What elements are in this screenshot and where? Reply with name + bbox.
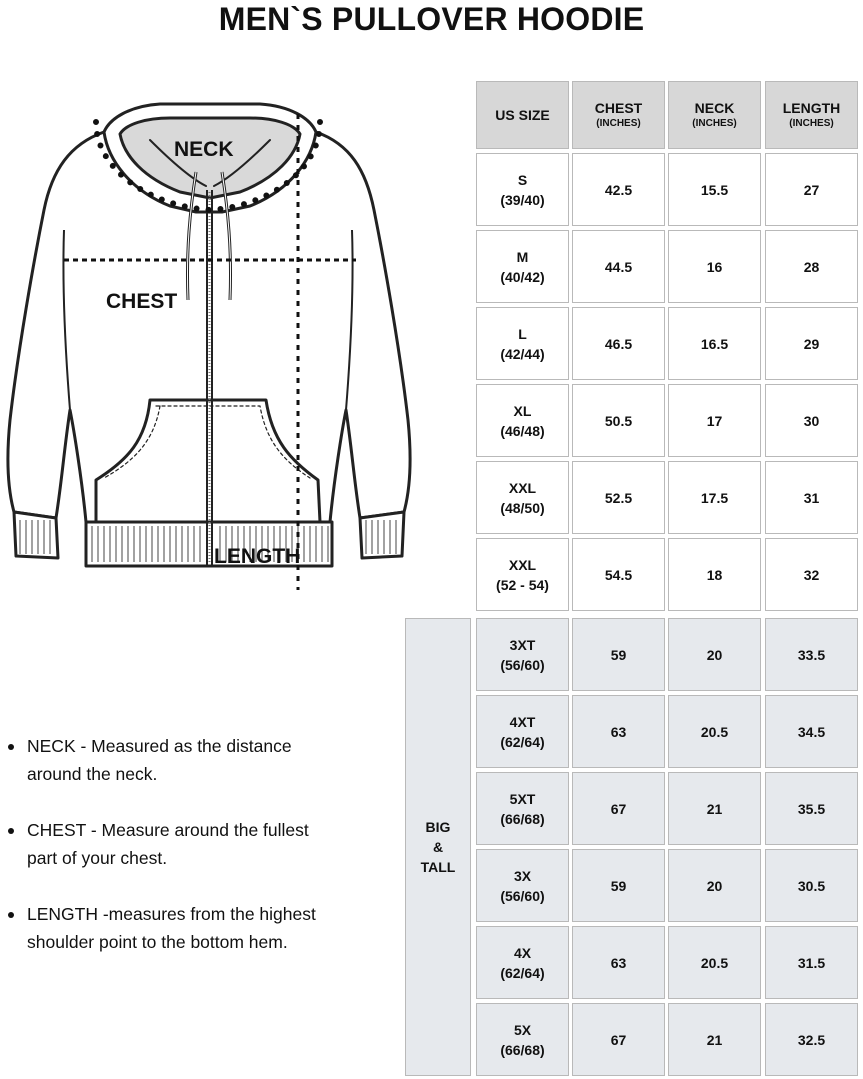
neck-cell [668, 695, 761, 768]
length-label: LENGTH [214, 545, 301, 568]
length-value: 29 [803, 335, 820, 352]
hoodie-diagram [0, 60, 420, 600]
chest-cell [572, 230, 665, 303]
chest-cell [572, 849, 665, 922]
size-name: XL [513, 402, 532, 419]
neck-cell [668, 618, 761, 691]
neck-value: 17 [706, 412, 723, 429]
note-line: shoulder point to the bottom hem. [27, 932, 288, 952]
neck-cell [668, 1003, 761, 1076]
size-eu: (66/68) [500, 1041, 545, 1058]
length-value: 28 [803, 258, 820, 275]
header-label: NECK [694, 100, 735, 116]
length-cell [765, 618, 858, 691]
length-value: 35.5 [797, 800, 826, 817]
measurement-notes [8, 732, 388, 984]
note-line: CHEST - Measure around the fullest [27, 820, 309, 840]
neck-value: 16.5 [700, 335, 729, 352]
table-header-cell [572, 81, 665, 149]
length-value: 27 [803, 181, 820, 198]
note-line: part of your chest. [27, 848, 168, 868]
size-name: 3XT [509, 636, 536, 653]
chest-cell [572, 695, 665, 768]
neck-cell [668, 538, 761, 611]
size-name: M [516, 248, 529, 265]
chest-value: 52.5 [604, 489, 633, 506]
chest-cell [572, 772, 665, 845]
size-eu: (62/64) [500, 964, 545, 981]
chest-cell [572, 926, 665, 999]
chest-value: 63 [610, 954, 627, 971]
chest-value: 50.5 [604, 412, 633, 429]
length-cell [765, 307, 858, 380]
chest-cell [572, 153, 665, 226]
chest-cell [572, 1003, 665, 1076]
neck-cell [668, 230, 761, 303]
neck-value: 20 [706, 646, 723, 663]
size-cell [476, 538, 569, 611]
length-cell [765, 926, 858, 999]
length-note [8, 900, 388, 956]
neck-cell [668, 153, 761, 226]
size-eu: (52 - 54) [496, 576, 549, 593]
neck-value: 18 [706, 566, 723, 583]
note-line: around the neck. [27, 764, 158, 784]
header-label: CHEST [594, 100, 643, 116]
neck-cell [668, 849, 761, 922]
chest-cell [572, 384, 665, 457]
big-tall-label [405, 618, 471, 1076]
neck-value: 15.5 [700, 181, 729, 198]
big-tall-text: BIG [425, 819, 451, 835]
chest-label: CHEST [106, 290, 178, 313]
chest-cell [572, 461, 665, 534]
size-cell [476, 618, 569, 691]
bullet-icon [8, 828, 14, 834]
size-eu: (62/64) [500, 733, 545, 750]
size-name: XXL [508, 479, 537, 496]
neck-value: 20 [706, 877, 723, 894]
neck-note [8, 732, 388, 788]
length-cell [765, 153, 858, 226]
header-unit: (INCHES) [692, 118, 737, 129]
length-cell [765, 772, 858, 845]
header-unit: (INCHES) [789, 118, 834, 129]
table-header-cell [476, 81, 569, 149]
length-value: 32.5 [797, 1031, 826, 1048]
size-name: 5XT [509, 790, 536, 807]
table-header-cell [668, 81, 761, 149]
chest-value: 46.5 [604, 335, 633, 352]
bullet-icon [8, 744, 14, 750]
length-cell [765, 230, 858, 303]
size-cell [476, 384, 569, 457]
length-value: 30.5 [797, 877, 826, 894]
size-name: 3X [513, 867, 532, 884]
neck-cell [668, 384, 761, 457]
length-value: 31.5 [797, 954, 826, 971]
size-eu: (66/68) [500, 810, 545, 827]
length-value: 31 [803, 489, 820, 506]
size-cell [476, 461, 569, 534]
neck-cell [668, 772, 761, 845]
neck-value: 21 [706, 800, 723, 817]
size-name: 4X [513, 944, 532, 961]
size-name: 5X [513, 1021, 532, 1038]
note-line: NECK - Measured as the distance [27, 736, 292, 756]
big-tall-text: & [432, 839, 444, 855]
size-cell [476, 926, 569, 999]
note-line: LENGTH -measures from the highest [27, 904, 316, 924]
length-value: 30 [803, 412, 820, 429]
length-value: 32 [803, 566, 820, 583]
length-cell [765, 538, 858, 611]
size-name: XXL [508, 556, 537, 573]
neck-cell [668, 461, 761, 534]
chest-cell [572, 618, 665, 691]
size-cell [476, 695, 569, 768]
page-title: MEN`S PULLOVER HOODIE [218, 1, 645, 37]
chest-value: 44.5 [604, 258, 633, 275]
chest-value: 67 [610, 800, 627, 817]
big-tall-text: TALL [420, 859, 456, 875]
chest-value: 59 [610, 646, 627, 663]
size-cell [476, 849, 569, 922]
header-label: LENGTH [782, 100, 841, 116]
header-label: US SIZE [495, 107, 550, 123]
chest-value: 54.5 [604, 566, 633, 583]
chest-value: 63 [610, 723, 627, 740]
chest-value: 42.5 [604, 181, 633, 198]
neck-cell [668, 926, 761, 999]
neck-label: NECK [174, 138, 234, 161]
size-cell [476, 307, 569, 380]
size-eu: (42/44) [500, 345, 545, 362]
size-eu: (46/48) [500, 422, 545, 439]
chest-value: 67 [610, 1031, 627, 1048]
chest-note [8, 816, 388, 872]
neck-value: 20.5 [700, 723, 729, 740]
length-cell [765, 461, 858, 534]
size-cell [476, 230, 569, 303]
neck-value: 21 [706, 1031, 723, 1048]
size-name: 4XT [509, 713, 536, 730]
chest-value: 59 [610, 877, 627, 894]
size-name: L [518, 325, 527, 342]
size-cell [476, 1003, 569, 1076]
size-cell [476, 153, 569, 226]
bullet-icon [8, 912, 14, 918]
length-cell [765, 849, 858, 922]
length-value: 34.5 [797, 723, 826, 740]
chest-cell [572, 538, 665, 611]
size-eu: (40/42) [500, 268, 545, 285]
neck-cell [668, 307, 761, 380]
size-name: S [517, 171, 528, 188]
size-eu: (48/50) [500, 499, 545, 516]
neck-value: 17.5 [700, 489, 729, 506]
table-header-cell [765, 81, 858, 149]
chest-cell [572, 307, 665, 380]
neck-value: 20.5 [700, 954, 729, 971]
size-cell [476, 772, 569, 845]
neck-value: 16 [706, 258, 723, 275]
size-eu: (56/60) [500, 656, 545, 673]
length-value: 33.5 [797, 646, 826, 663]
size-eu: (56/60) [500, 887, 545, 904]
length-cell [765, 695, 858, 768]
size-eu: (39/40) [500, 191, 545, 208]
length-cell [765, 384, 858, 457]
length-cell [765, 1003, 858, 1076]
header-unit: (INCHES) [596, 118, 641, 129]
